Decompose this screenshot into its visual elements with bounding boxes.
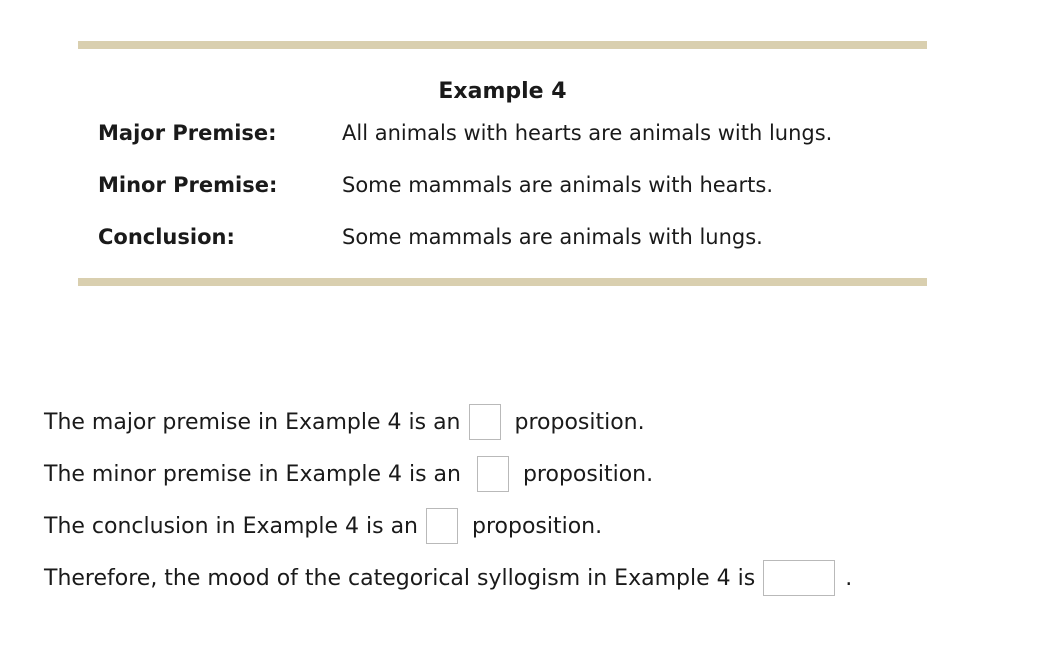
question-suffix: proposition.	[522, 461, 654, 487]
conclusion-text: Some mammals are animals with lungs.	[342, 225, 763, 249]
major-premise-answer-input[interactable]	[469, 404, 501, 440]
minor-premise-label: Minor Premise:	[98, 173, 278, 197]
minor-premise-text: Some mammals are animals with hearts.	[342, 173, 774, 197]
major-premise-row	[98, 121, 832, 145]
question-prefix: The major premise in Example 4 is an	[44, 409, 461, 435]
question-conclusion	[44, 508, 602, 544]
question-major-premise	[44, 404, 645, 440]
conclusion-answer-input[interactable]	[426, 508, 458, 544]
question-mood	[44, 560, 852, 596]
conclusion-label: Conclusion:	[98, 225, 235, 249]
question-prefix: The conclusion in Example 4 is an	[44, 513, 418, 539]
question-suffix: proposition.	[514, 409, 645, 435]
major-premise-label: Major Premise:	[98, 121, 277, 145]
example-box	[78, 41, 927, 286]
major-premise-text: All animals with hearts are animals with lungs.	[342, 121, 833, 145]
mood-answer-input[interactable]	[763, 560, 835, 596]
question-prefix: Therefore, the mood of the categorical syllogism in Example 4 is	[44, 565, 756, 591]
question-suffix: proposition.	[472, 513, 603, 539]
question-prefix: The minor premise in Example 4 is an	[44, 461, 461, 487]
example-title: Example 4	[438, 79, 567, 104]
question-minor-premise	[44, 456, 653, 492]
minor-premise-answer-input[interactable]	[477, 456, 509, 492]
question-suffix: .	[845, 565, 853, 591]
minor-premise-row	[98, 173, 773, 197]
conclusion-row	[98, 225, 763, 249]
